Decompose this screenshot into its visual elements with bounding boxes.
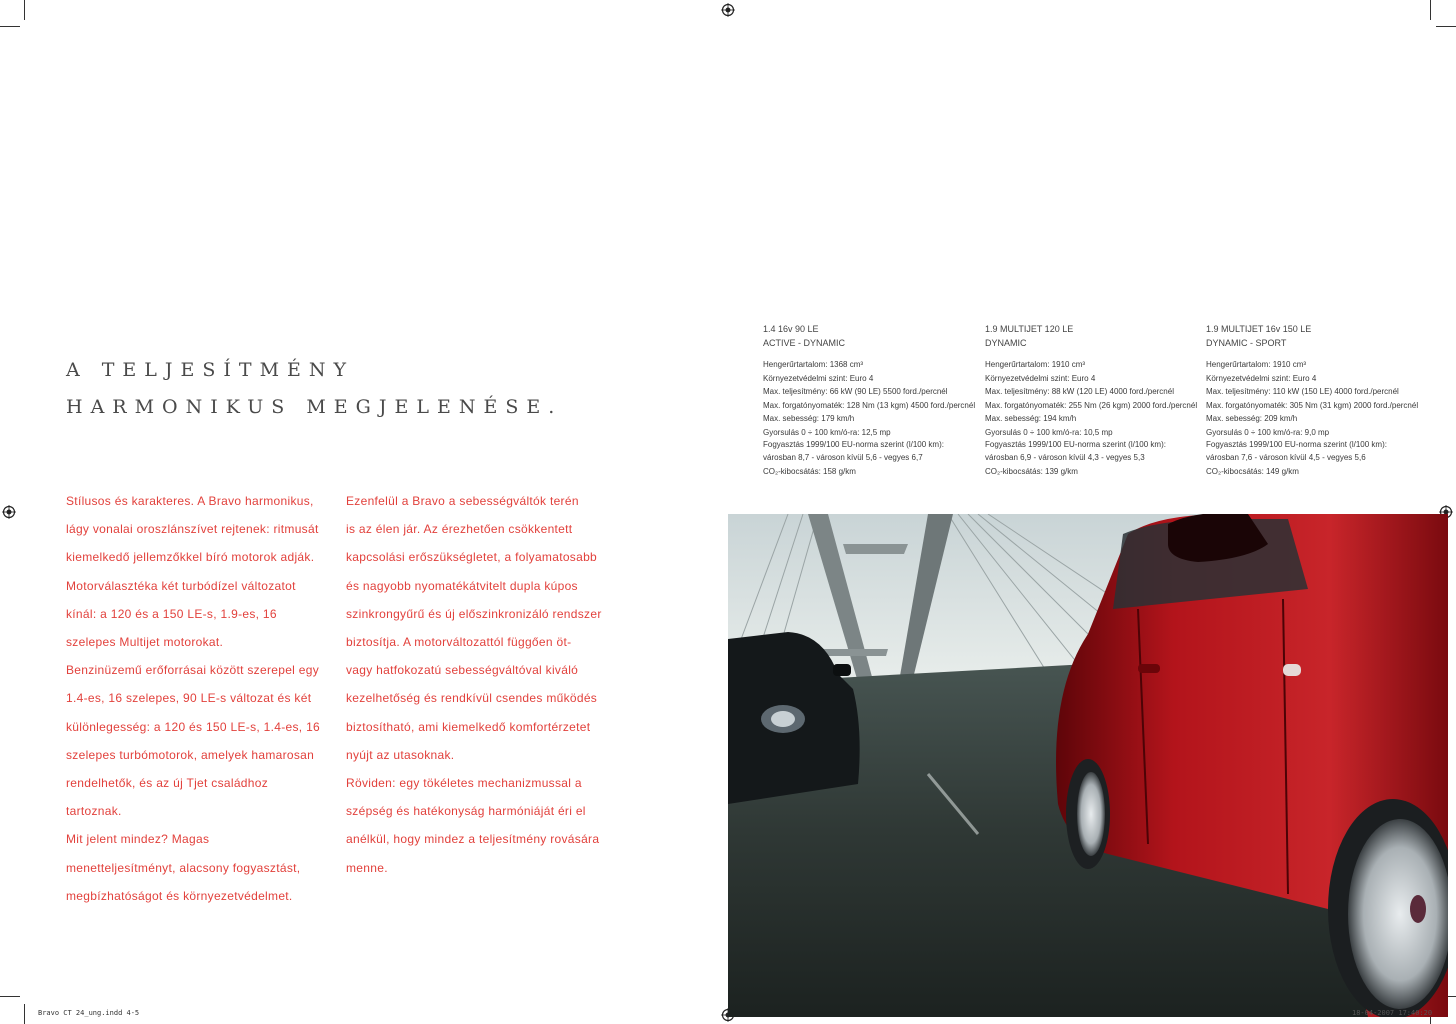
crop-mark xyxy=(24,0,25,20)
spec-line: Fogyasztás 1999/100 EU-norma szerint (l/100 km): xyxy=(985,440,1166,449)
page-headline xyxy=(66,352,562,426)
spec-line: Hengerűrtartalom: 1910 cm³ xyxy=(1206,360,1307,369)
car-photo-illustration xyxy=(728,514,1448,1017)
spec-line: városban 8,7 - városon kívül 5,6 - vegyes 6,7 xyxy=(763,453,923,462)
body-text-line: szépség és hatékonyság harmóniáját éri el xyxy=(346,804,586,819)
spec-line: városban 7,6 - városon kívül 4,5 - vegyes 5,6 xyxy=(1206,453,1366,462)
spec-line: Gyorsulás 0 ÷ 100 km/ó-ra: 12,5 mp xyxy=(763,427,891,437)
spec-line: Gyorsulás 0 ÷ 100 km/ó-ra: 9,0 mp xyxy=(1206,427,1330,437)
spec-line: Max. forgatónyomaték: 128 Nm (13 kgm) 4500 ford./percnél xyxy=(763,400,976,410)
body-text-line: vagy hatfokozatú sebességváltóval kiváló xyxy=(346,663,579,678)
spec-title: 1.4 16v 90 LE xyxy=(763,324,819,334)
headline-line-2: HARMONIKUS MEGJELENÉSE. xyxy=(66,396,563,418)
spec-line: Max. sebesség: 209 km/h xyxy=(1206,414,1298,423)
spec-line: Fogyasztás 1999/100 EU-norma szerint (l/100 km): xyxy=(763,440,944,449)
crop-mark xyxy=(0,26,20,27)
crop-mark xyxy=(1436,26,1456,27)
spec-line: Max. sebesség: 194 km/h xyxy=(985,414,1077,423)
body-text-line: Röviden: egy tökéletes mechanizmussal a xyxy=(346,776,582,791)
spec-line: Max. forgatónyomaték: 305 Nm (31 kgm) 2000 ford./percnél xyxy=(1206,400,1419,410)
spec-title: 1.9 MULTIJET 16v 150 LE xyxy=(1206,324,1312,334)
crop-mark xyxy=(24,1004,25,1024)
body-text-line: szinkrongyűrű és új előszinkronizáló rendszer xyxy=(346,606,602,621)
spec-line: CO₂-kibocsátás: 158 g/km xyxy=(763,467,856,476)
body-text-line: Mit jelent mindez? Magas xyxy=(66,832,210,847)
crop-mark xyxy=(1430,0,1431,20)
spec-line: Max. teljesítmény: 110 kW (150 LE) 4000 ford./percnél xyxy=(1206,387,1399,396)
spec-line: CO₂-kibocsátás: 149 g/km xyxy=(1206,467,1299,476)
spec-line: városban 6,9 - városon kívül 4,3 - vegyes 5,3 xyxy=(985,453,1145,462)
body-text-line: biztosítható, ami kiemelkedő komfortérzetet xyxy=(346,719,591,734)
spec-line: Max. teljesítmény: 88 kW (120 LE) 4000 ford./percnél xyxy=(985,387,1174,396)
body-text-line: anélkül, hogy mindez a teljesítmény rovására xyxy=(346,832,600,847)
spec-line: Max. sebesség: 179 km/h xyxy=(763,414,855,423)
body-text-line: tartoznak. xyxy=(66,804,122,819)
spec-version: DYNAMIC xyxy=(985,338,1027,348)
registration-mark-icon xyxy=(2,505,16,519)
body-text-line: menne. xyxy=(346,860,388,875)
spec-line: Max. teljesítmény: 66 kW (90 LE) 5500 ford./percnél xyxy=(763,387,948,396)
body-text-line: nyújt az utasoknak. xyxy=(346,747,455,762)
spec-line: CO₂-kibocsátás: 139 g/km xyxy=(985,467,1078,476)
body-text-line: menetteljesítményt, alacsony fogyasztást, xyxy=(66,860,301,875)
spec-line: Gyorsulás 0 ÷ 100 km/ó-ra: 10,5 mp xyxy=(985,427,1113,437)
body-text-line: Benzinüzemű erőforrásai között szerepel egy xyxy=(66,663,320,678)
headline-line-1: A TELJESÍTMÉNY xyxy=(66,359,355,381)
body-text-line: kínál: a 120 és a 150 LE-s, 1.9-es, 16 xyxy=(66,606,277,621)
car-photo xyxy=(728,514,1448,1017)
spec-version: ACTIVE - DYNAMIC xyxy=(763,338,846,348)
registration-mark-icon xyxy=(721,3,735,17)
body-text-line: is az élen jár. Az érezhetően csökkentett xyxy=(346,522,573,537)
body-text-line: kapcsolási erőszükségletet, a folyamatosabb xyxy=(346,550,598,565)
body-text-line: biztosítja. A motorváltozattól függően öt- xyxy=(346,635,572,650)
body-column-2 xyxy=(346,487,602,882)
body-text-line: szelepes turbómotorok, amelyek hamarosan xyxy=(66,747,315,762)
body-text-line: lágy vonalai oroszlánszívet rejtenek: ritmusát xyxy=(66,522,319,537)
body-text-line: különlegesség: a 120 és 150 LE-s, 1.4-es, 16 xyxy=(66,719,321,734)
file-slug: Bravo CT 24_ung.indd 4-5 xyxy=(38,1009,140,1017)
crop-mark xyxy=(0,996,20,997)
body-text-line: megbízhatóságot és környezetvédelmet. xyxy=(66,888,293,903)
body-text-line: Stílusos és karakteres. A Bravo harmonikus, xyxy=(66,494,314,508)
spec-line: Hengerűrtartalom: 1368 cm³ xyxy=(763,360,864,369)
body-column-1 xyxy=(66,487,320,910)
spec-line: Hengerűrtartalom: 1910 cm³ xyxy=(985,360,1086,369)
body-text-line: kiemelkedő jellemzőkkel bíró motorok adják. xyxy=(66,550,315,565)
spec-line: Fogyasztás 1999/100 EU-norma szerint (l/100 km): xyxy=(1206,440,1387,449)
spec-title: 1.9 MULTIJET 120 LE xyxy=(985,324,1074,334)
spec-line: Környezetvédelmi szint: Euro 4 xyxy=(985,373,1096,383)
body-text-line: Ezenfelül a Bravo a sebességváltók terén xyxy=(346,494,579,508)
spec-line: Max. forgatónyomaték: 255 Nm (26 kgm) 2000 ford./percnél xyxy=(985,400,1198,410)
body-text-line: szelepes Multijet motorokat. xyxy=(66,635,224,650)
spec-block xyxy=(763,322,975,479)
body-text-line: rendelhetők, és az új Tjet családhoz xyxy=(66,776,269,791)
body-text-line: 1.4-es, 16 szelepes, 90 LE-s változat és két xyxy=(66,691,312,706)
date-slug: 18-04-2007 17:40:20 xyxy=(1352,1009,1433,1017)
spec-line: Környezetvédelmi szint: Euro 4 xyxy=(763,373,874,383)
spec-line: Környezetvédelmi szint: Euro 4 xyxy=(1206,373,1317,383)
spec-block xyxy=(985,322,1197,479)
body-text-line: kezelhetőség és rendkívül csendes működés xyxy=(346,691,598,706)
spec-block xyxy=(1206,322,1418,479)
body-text-line: Motorválasztéka két turbódízel változatot xyxy=(66,578,296,593)
body-text-line: és nagyobb nyomatékátvitelt dupla kúpos xyxy=(346,578,578,593)
spec-version: DYNAMIC - SPORT xyxy=(1206,338,1287,348)
